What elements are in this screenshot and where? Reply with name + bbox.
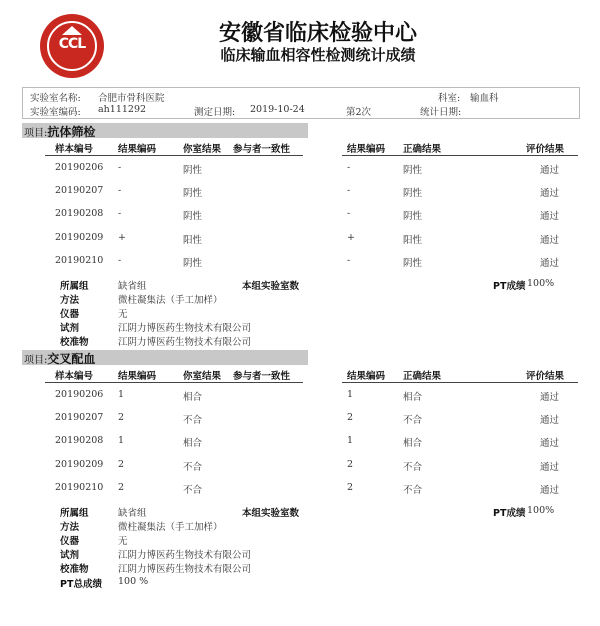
- table-row-id: 20190209: [55, 232, 104, 243]
- lab-code: ah111292: [98, 104, 147, 115]
- table-row-correct: 不合: [403, 485, 423, 496]
- col-result-code2: 结果编码: [347, 144, 386, 155]
- table-row-code2: -: [347, 162, 351, 173]
- table-row-result: 阴性: [183, 188, 203, 199]
- table-row-result: 不合: [183, 415, 203, 426]
- table-row-code: -: [118, 162, 122, 173]
- table-row-code: 1: [118, 435, 125, 446]
- table-row-correct: 阴性: [403, 188, 423, 199]
- table-row-code2: -: [347, 185, 351, 196]
- table-row-correct: 阴性: [403, 211, 423, 222]
- calibrator-value: 江阴力博医药生物技术有限公司: [118, 564, 252, 575]
- table-row-id: 20190209: [55, 459, 104, 470]
- lab-count-label: 本组实验室数: [242, 508, 300, 519]
- method-label: 方法: [60, 295, 80, 306]
- pt-score-label: PT成绩: [493, 281, 526, 292]
- table-row-code: +: [118, 232, 126, 243]
- table-row-code: 2: [118, 482, 125, 493]
- col-correct-result: 正确结果: [403, 144, 442, 155]
- col-result-code: 结果编码: [118, 371, 157, 382]
- calibrator-label: 校准物: [60, 337, 89, 348]
- section1-prefix: 项目:: [24, 128, 48, 139]
- section2-name: 交叉配血: [47, 352, 96, 366]
- group-value: 缺省组: [118, 281, 147, 292]
- table-row-id: 20190206: [55, 162, 104, 173]
- header-underline-left: [45, 155, 303, 156]
- table-row-eval: 通过: [540, 165, 560, 176]
- pt-score-value: 100%: [527, 505, 555, 516]
- table-row-eval: 通过: [540, 235, 560, 246]
- col-sample-id: 样本编号: [55, 371, 94, 382]
- stat-date-label: 统计日期:: [420, 107, 462, 118]
- pt-total-value: 100 %: [118, 576, 149, 587]
- header-underline-right: [342, 382, 578, 383]
- logo-text: CCL: [58, 36, 86, 52]
- group-label: 所属组: [60, 281, 89, 292]
- table-row-code2: 2: [347, 482, 354, 493]
- round-number: 第2次: [346, 107, 372, 118]
- test-date: 2019-10-24: [250, 104, 305, 115]
- table-row-eval: 通过: [540, 438, 560, 449]
- table-row-eval: 通过: [540, 258, 560, 269]
- table-row-correct: 阴性: [403, 258, 423, 269]
- instrument-value: 无: [118, 309, 128, 320]
- reagent-label: 试剂: [60, 550, 80, 561]
- calibrator-value: 江阴力博医药生物技术有限公司: [118, 337, 252, 348]
- table-row-code2: 1: [347, 435, 354, 446]
- table-row-result: 不合: [183, 462, 203, 473]
- lab-count-label: 本组实验室数: [242, 281, 300, 292]
- pt-score-label: PT成绩: [493, 508, 526, 519]
- table-row-eval: 通过: [540, 462, 560, 473]
- section1-title: [24, 123, 95, 140]
- col-your-result: 你室结果: [183, 144, 222, 155]
- section2-title: [24, 350, 95, 367]
- table-row-correct: 相合: [403, 438, 423, 449]
- table-row-result: 阴性: [183, 165, 203, 176]
- table-row-id: 20190210: [55, 482, 104, 493]
- table-row-eval: 通过: [540, 485, 560, 496]
- table-row-id: 20190210: [55, 255, 104, 266]
- table-row-correct: 阴性: [403, 165, 423, 176]
- table-row-code2: 2: [347, 412, 354, 423]
- instrument-label: 仪器: [60, 536, 80, 547]
- table-row-code: -: [118, 255, 122, 266]
- table-row-eval: 通过: [540, 188, 560, 199]
- reagent-label: 试剂: [60, 323, 80, 334]
- method-value: 微柱凝集法（手工加样）: [118, 295, 223, 306]
- table-row-result: 阴性: [183, 211, 203, 222]
- table-row-code: 2: [118, 459, 125, 470]
- reagent-value: 江阴力博医药生物技术有限公司: [118, 550, 252, 561]
- table-row-code2: +: [347, 232, 355, 243]
- group-label: 所属组: [60, 508, 89, 519]
- table-row-correct: 阳性: [403, 235, 423, 246]
- table-row-id: 20190207: [55, 185, 104, 196]
- table-row-result: 阴性: [183, 258, 203, 269]
- test-date-label: 测定日期:: [194, 107, 236, 118]
- calibrator-label: 校准物: [60, 564, 89, 575]
- reagent-value: 江阴力博医药生物技术有限公司: [118, 323, 252, 334]
- section2-prefix: 项目:: [24, 355, 48, 366]
- table-row-eval: 通过: [540, 415, 560, 426]
- dept-value: 输血科: [470, 93, 499, 104]
- table-row-correct: 不合: [403, 462, 423, 473]
- lab-name-label: 实验室名称:: [30, 93, 81, 104]
- table-row-code2: -: [347, 208, 351, 219]
- method-label: 方法: [60, 522, 80, 533]
- table-row-id: 20190207: [55, 412, 104, 423]
- table-row-correct: 不合: [403, 415, 423, 426]
- table-row-code2: -: [347, 255, 351, 266]
- pt-score-value: 100%: [527, 278, 555, 289]
- dept-label: 科室:: [438, 93, 461, 104]
- header-underline-left: [45, 382, 303, 383]
- table-row-code2: 1: [347, 389, 354, 400]
- col-consistency: 参与者一致性: [233, 371, 291, 382]
- method-value: 微柱凝集法（手工加样）: [118, 522, 223, 533]
- table-row-eval: 通过: [540, 392, 560, 403]
- col-result-code: 结果编码: [118, 144, 157, 155]
- table-row-result: 相合: [183, 438, 203, 449]
- col-sample-id: 样本编号: [55, 144, 94, 155]
- table-row-id: 20190206: [55, 389, 104, 400]
- table-row-id: 20190208: [55, 208, 104, 219]
- header-underline-right: [342, 155, 578, 156]
- col-result-code2: 结果编码: [347, 371, 386, 382]
- instrument-value: 无: [118, 536, 128, 547]
- table-row-code: 2: [118, 412, 125, 423]
- instrument-label: 仪器: [60, 309, 80, 320]
- lab-name: 合肥市骨科医院: [98, 93, 165, 104]
- section1-name: 抗体筛检: [47, 125, 96, 139]
- pt-total-label: PT总成绩: [60, 579, 102, 590]
- report-title: 临床输血相容性检测统计成绩: [220, 46, 416, 64]
- table-row-id: 20190208: [55, 435, 104, 446]
- table-row-eval: 通过: [540, 211, 560, 222]
- table-row-result: 不合: [183, 485, 203, 496]
- col-your-result: 你室结果: [183, 371, 222, 382]
- col-evaluation: 评价结果: [526, 144, 565, 155]
- org-title: 安徽省临床检验中心: [218, 21, 417, 46]
- table-row-code: -: [118, 185, 122, 196]
- table-row-result: 相合: [183, 392, 203, 403]
- group-value: 缺省组: [118, 508, 147, 519]
- table-row-code: -: [118, 208, 122, 219]
- col-correct-result: 正确结果: [403, 371, 442, 382]
- table-row-correct: 相合: [403, 392, 423, 403]
- col-evaluation: 评价结果: [526, 371, 565, 382]
- table-row-code2: 2: [347, 459, 354, 470]
- col-consistency: 参与者一致性: [233, 144, 291, 155]
- lab-code-label: 实验室编码:: [30, 107, 81, 118]
- table-row-code: 1: [118, 389, 125, 400]
- table-row-result: 阳性: [183, 235, 203, 246]
